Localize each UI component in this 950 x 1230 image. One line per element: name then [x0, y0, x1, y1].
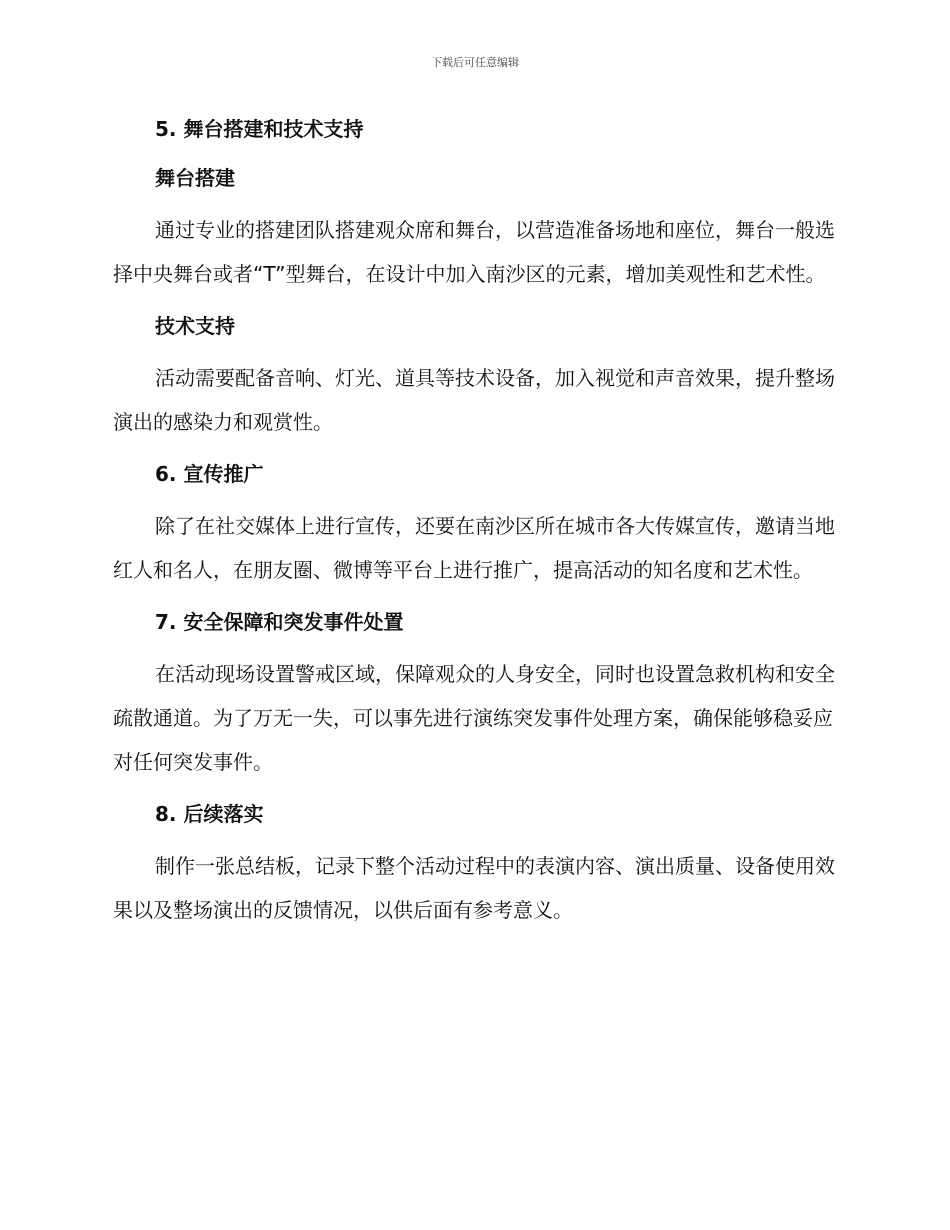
subsection-heading-stage-build: 舞台搭建: [155, 166, 235, 190]
paragraph-promotion: 除了在社交媒体上进行宣传，还要在南沙区所在城市各大传媒宣传，邀请当地红人和名人，在朋友圈、微博等平台上进行推广，提高活动的知名度和艺术性。: [113, 514, 835, 582]
document-body: [113, 112, 839, 932]
section-heading-stage-tech: 5. 舞台搭建和技术支持: [155, 117, 364, 141]
section-heading-follow-up: 8. 后续落实: [155, 802, 264, 826]
paragraph-follow-up: 制作一张总结板，记录下整个活动过程中的表演内容、演出质量、设备使用效果以及整场演出的反馈情况，以供后面有参考意义。: [113, 854, 835, 922]
section-heading-promotion: 6. 宣传推广: [155, 462, 264, 486]
section-heading-safety: 7. 安全保障和突发事件处置: [155, 610, 404, 634]
subsection-heading-tech-support: 技术支持: [155, 314, 235, 338]
paragraph-safety: 在活动现场设置警戒区域，保障观众的人身安全，同时也设置急救机构和安全疏散通道。为了万无一失，可以事先进行演练突发事件处理方案，确保能够稳妥应对任何突发事件。: [113, 662, 835, 774]
paragraph-tech-support: 活动需要配备音响、灯光、道具等技术设备，加入视觉和声音效果，提升整场演出的感染力和观赏性。: [113, 366, 835, 434]
paragraph-stage-build: 通过专业的搭建团队搭建观众席和舞台，以营造准备场地和座位，舞台一般选择中央舞台或者“T”型舞台，在设计中加入南沙区的元素，增加美观性和艺术性。: [113, 218, 835, 286]
running-header: 下载后可任意编辑: [431, 56, 519, 69]
